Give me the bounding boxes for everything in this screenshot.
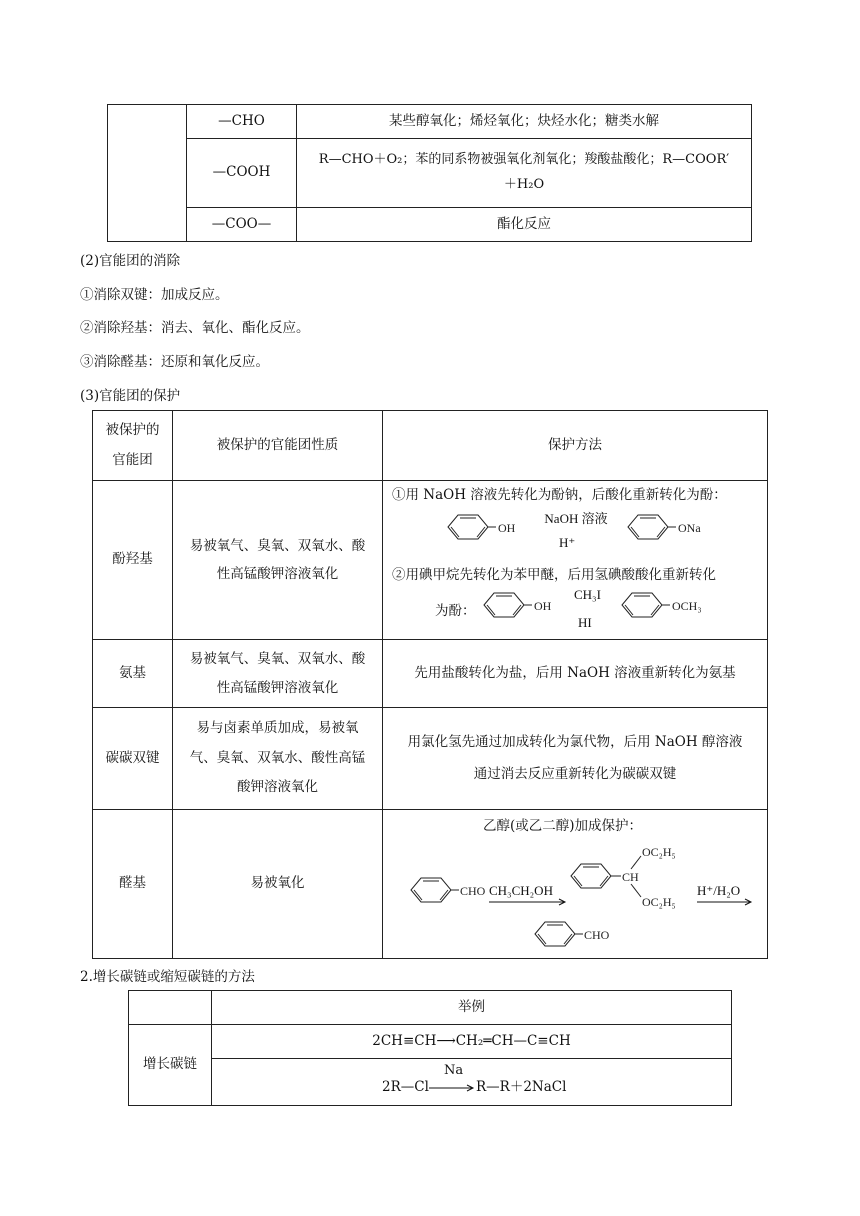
acetal-oc2h5-bottom: OC₂H₅	[642, 895, 676, 909]
alkene-property	[173, 708, 383, 810]
alkene-method-line1: 用氯化氢先通过加成转化为氯代物，后用 NaOH 醇溶液	[407, 734, 743, 751]
amino-name: 氨基	[93, 640, 173, 708]
method-cooh-line2: ＋H₂O	[503, 177, 545, 192]
header-group	[93, 411, 173, 481]
phenol-name: 酚羟基	[93, 481, 173, 640]
benzene-ring-icon	[448, 515, 496, 539]
benzene-ring-icon	[411, 878, 459, 902]
header-group-line1: 被保护的	[105, 421, 160, 438]
phenol-naoh-reaction	[438, 509, 738, 553]
acetal-oc2h5-top: OC₂H₅	[642, 845, 676, 859]
header-group-line2: 官能团	[112, 451, 153, 468]
alkene-prop-line3: 酸钾溶液氧化	[237, 779, 318, 796]
reagent-h-plus: H⁺	[559, 535, 576, 550]
reagent-naoh: NaOH 溶液	[544, 511, 608, 526]
phenol-ch3i-reaction	[478, 587, 738, 633]
benzene-ring-icon	[628, 515, 676, 539]
phenol-prop-line1: 易被氧气、臭氧、双氧水、酸	[189, 537, 366, 554]
aldehyde-protection-reaction	[405, 836, 765, 956]
aldehyde-method-title: 乙醇(或乙二醇)加成保护：	[483, 818, 643, 834]
product-ona: ONa	[678, 521, 701, 535]
alkene-prop-line2: 气、臭氧、双氧水、酸性高锰	[189, 749, 366, 766]
wurtz-reactant: 2R—Cl	[382, 1079, 429, 1095]
elimination-item-2: ②消除羟基：消去、氧化、酯化反应。	[80, 320, 310, 336]
benzene-ring-icon	[484, 593, 532, 617]
method-cooh	[297, 139, 752, 208]
section-protection-title: (3)官能团的保护	[80, 388, 181, 404]
table1-blank-cell	[108, 105, 187, 242]
wurtz-product: R—R＋2NaCl	[476, 1079, 567, 1095]
chain-header-blank	[129, 991, 212, 1025]
section-elimination-title: (2)官能团的消除	[80, 253, 181, 269]
elimination-item-3: ③消除醛基：还原和氧化反应。	[80, 354, 269, 370]
phenol-method	[383, 481, 768, 640]
amino-method: 先用盐酸转化为盐，后用 NaOH 溶液重新转化为氨基	[383, 640, 768, 708]
phenol-property	[173, 481, 383, 640]
phenol-method-1: ①用 NaOH 溶液先转化为酚钠，后酸化重新转化为酚：	[392, 487, 727, 503]
alkene-prop-line1: 易与卤素单质加成，易被氧	[196, 719, 359, 736]
reactant-cho: CHO	[460, 884, 486, 898]
aldehyde-property: 易被氧化	[173, 810, 383, 959]
header-property: 被保护的官能团性质	[173, 411, 383, 481]
method-coo: 酯化反应	[297, 208, 752, 242]
header-method: 保护方法	[383, 411, 768, 481]
wurtz-reagent-na: Na	[444, 1063, 464, 1078]
aldehyde-method	[383, 810, 768, 959]
phenol-prop-line2: 性高锰酸钾溶液氧化	[216, 566, 339, 582]
amino-prop-line1: 易被氧气、臭氧、双氧水、酸	[189, 651, 366, 668]
benzene-ring-icon	[571, 864, 621, 888]
phenol-method-2-prefix: 为酚：	[435, 603, 476, 619]
method-cho: 某些醇氧化；烯烃氧化；炔烃水化；糖类水解	[297, 105, 752, 139]
group-cho: —CHO	[187, 105, 297, 139]
reactant-oh: OH	[498, 521, 516, 535]
chain-method-title: 2.增长碳链或缩短碳链的方法	[80, 969, 255, 985]
reagent-ethanol: CH₃CH₂OH	[489, 883, 553, 898]
reactant-oh-2: OH	[534, 599, 552, 613]
group-coo: —COO—	[187, 208, 297, 242]
reagent-hi: HI	[578, 615, 592, 630]
chain-example-1: 2CH≡CH⟶CH₂═CH—C≡CH	[212, 1025, 732, 1059]
reaction-arrow-icon	[429, 1083, 475, 1093]
reagent-ch3i: CH₃I	[574, 587, 601, 602]
product-cho: CHO	[584, 928, 610, 942]
carbon-chain-table	[128, 990, 732, 1106]
product-och3: OCH₃	[672, 599, 702, 613]
alkene-method	[383, 708, 768, 810]
method-cooh-line1: R—CHO＋O₂；苯的同系物被强氧化剂氧化；羧酸盐酸化；R—COOR′	[318, 152, 730, 168]
amino-prop-line2: 性高锰酸钾溶液氧化	[216, 679, 339, 696]
protection-table	[92, 410, 768, 959]
benzene-ring-icon	[622, 593, 670, 617]
chain-example-2	[212, 1059, 732, 1106]
group-cooh: —COOH	[187, 139, 297, 208]
benzene-ring-icon	[535, 922, 583, 946]
chain-row-label: 增长碳链	[129, 1025, 212, 1106]
elimination-item-1: ①消除双键：加成反应。	[80, 287, 229, 303]
functional-group-intro-table	[107, 104, 752, 242]
alkene-name: 碳碳双键	[93, 708, 173, 810]
chain-header-example: 举例	[212, 991, 732, 1025]
phenol-method-2: ②用碘甲烷先转化为苯甲醚，后用氢碘酸酸化重新转化	[392, 567, 716, 583]
aldehyde-name: 醛基	[93, 810, 173, 959]
acetal-ch: CH	[622, 870, 639, 884]
alkene-method-line2: 通过消去反应重新转化为碳碳双键	[473, 765, 677, 782]
reagent-acid-water: H⁺/H₂O	[697, 883, 741, 898]
amino-property	[173, 640, 383, 708]
